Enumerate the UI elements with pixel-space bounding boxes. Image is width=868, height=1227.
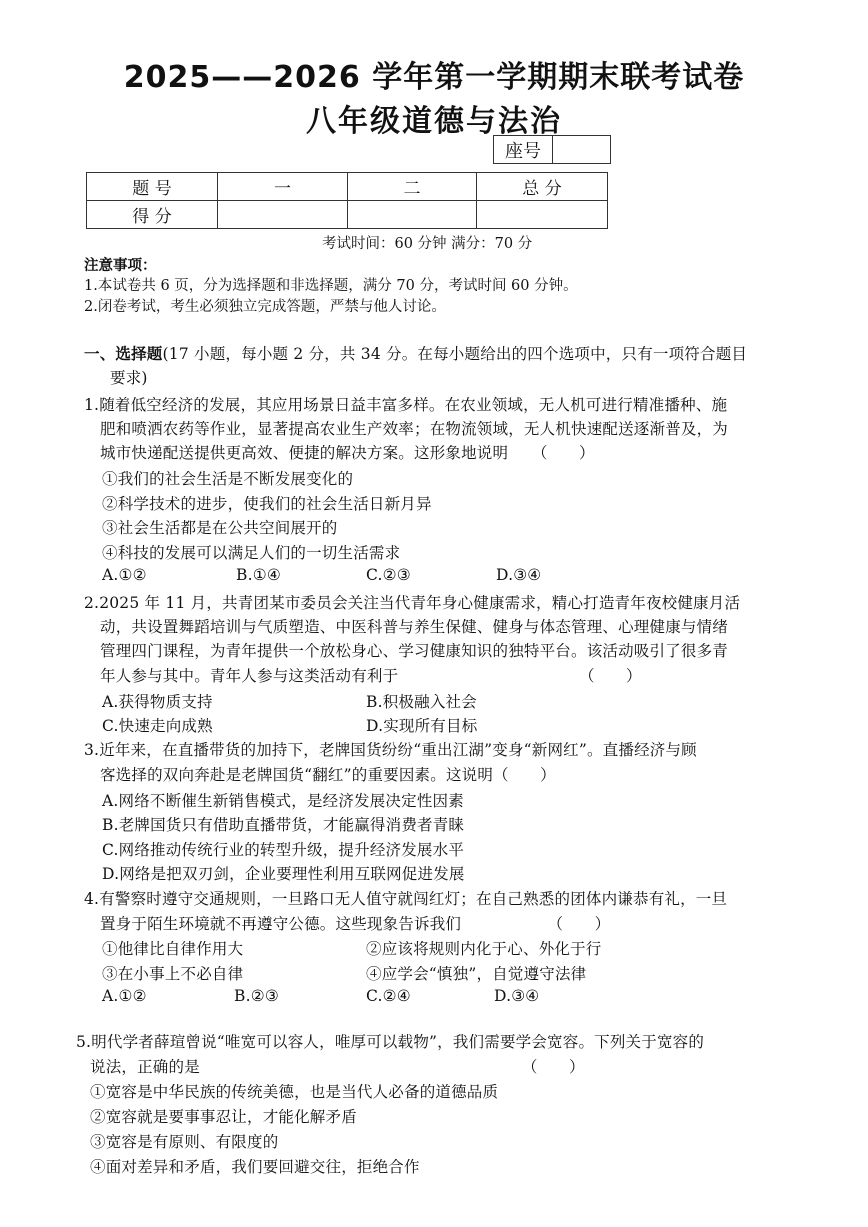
question-3-option-d[interactable]: D.网络是把双刃剑，企业要理性利用互联网促进发展 <box>102 865 465 883</box>
question-1-option-a[interactable]: A.①② <box>102 566 147 584</box>
question-2-line: 管理四门课程，为青年提供一个放松身心、学习健康知识的独特平台。该活动吸引了很多青 <box>100 642 729 660</box>
question-5-item: ③宽容是有原则、有限度的 <box>90 1133 279 1151</box>
question-4-option-b[interactable]: B.②③ <box>234 987 279 1005</box>
seat-number-box <box>493 135 611 164</box>
question-5-item: ①宽容是中华民族的传统美德，也是当代人必备的道德品质 <box>90 1083 499 1101</box>
score-row-label: 得 分 <box>87 201 218 229</box>
question-5-item: ④面对差异和矛盾，我们要回避交往，拒绝合作 <box>90 1158 420 1176</box>
question-3-line: 客选择的双向奔赴是老牌国货“翻红”的重要因素。这说明（ ） <box>100 766 556 784</box>
score-cell-total[interactable] <box>477 201 608 229</box>
question-1-option-c[interactable]: C.②③ <box>366 566 411 584</box>
question-2-option-c[interactable]: C.快速走向成熟 <box>102 717 213 735</box>
question-1-item: ②科学技术的进步，使我们的社会生活日新月异 <box>102 495 432 513</box>
notes-heading: 注意事项： <box>84 258 157 274</box>
section-heading-line <box>84 342 747 364</box>
section-desc-cont: 要求) <box>110 369 148 387</box>
score-cell-part2[interactable] <box>348 201 477 229</box>
question-3-line: 3.近年来，在直播带货的加持下，老牌国货纷纷“重出江湖”变身“新网红”。直播经济与顾 <box>84 741 697 759</box>
question-4-item: ③在小事上不必自律 <box>102 965 244 983</box>
question-1-line: 1.随着低空经济的发展，其应用场景日益丰富多样。在农业领域，无人机可进行精准播种、施 <box>84 396 728 414</box>
seat-label: 座号 <box>494 136 553 164</box>
question-4-item: ②应该将规则内化于心、外化于行 <box>366 940 602 958</box>
section-heading: 一、选择题 <box>84 345 163 363</box>
question-1-item: ③社会生活都是在公共空间展开的 <box>102 519 338 537</box>
score-header-total: 总 分 <box>477 173 608 201</box>
seat-number-field[interactable] <box>553 136 611 164</box>
score-header-part2: 二 <box>348 173 477 201</box>
question-4-option-c[interactable]: C.②④ <box>366 987 411 1005</box>
note-item: 2.闭卷考试，考生必须独立完成答题，严禁与他人讨论。 <box>84 299 446 315</box>
question-2-line: 年人参与其中。青年人参与这类活动有利于 （ ） <box>100 667 642 685</box>
question-3-option-c[interactable]: C.网络推动传统行业的转型升级，提升经济发展水平 <box>102 841 465 859</box>
question-4-option-a[interactable]: A.①② <box>102 987 147 1005</box>
question-2-line: 动，共设置舞蹈培训与气质塑造、中医科普与养生保健、健身与体态管理、心理健康与情绪 <box>100 618 729 636</box>
score-cell-part1[interactable] <box>218 201 348 229</box>
question-3-option-a[interactable]: A.网络不断催生新销售模式，是经济发展决定性因素 <box>102 792 464 810</box>
question-1-option-d[interactable]: D.③④ <box>496 566 542 584</box>
question-4-line: 置身于陌生环境就不再遵守公德。这些现象告诉我们 （ ） <box>100 915 611 933</box>
question-1-item: ④科技的发展可以满足人们的一切生活需求 <box>102 544 401 562</box>
question-5-item: ②宽容就是要事事忍让，才能化解矛盾 <box>90 1108 357 1126</box>
question-1-line: 肥和喷洒农药等作业，显著提高农业生产效率；在物流领域，无人机快速配送逐渐普及，为 <box>100 420 729 438</box>
exam-info: 考试时间：60 分钟 满分：70 分 <box>322 236 533 252</box>
question-2-option-b[interactable]: B.积极融入社会 <box>366 693 477 711</box>
score-header-part1: 一 <box>218 173 348 201</box>
question-5-line: 5.明代学者薛瑄曾说“唯宽可以容人，唯厚可以载物”，我们需要学会宽容。下列关于宽容的 <box>76 1033 705 1051</box>
question-1-option-b[interactable]: B.①④ <box>236 566 281 584</box>
question-4-option-d[interactable]: D.③④ <box>494 987 540 1005</box>
score-header-label: 题 号 <box>87 173 218 201</box>
question-2-option-a[interactable]: A.获得物质支持 <box>102 693 213 711</box>
subject-title: 八年级道德与法治 <box>306 104 562 139</box>
question-4-item: ①他律比自律作用大 <box>102 940 244 958</box>
question-1-line: 城市快递配送提供更高效、便捷的解决方案。这形象地说明 （ ） <box>100 444 595 462</box>
score-table <box>86 172 608 229</box>
section-desc: (17 小题，每小题 2 分，共 34 分。在每小题给出的四个选项中，只有一项符合题目 <box>162 345 748 363</box>
question-3-option-b[interactable]: B.老牌国货只有借助直播带货，才能赢得消费者青睐 <box>102 816 465 834</box>
question-5-line: 说法，正确的是 （ ） <box>90 1058 585 1076</box>
exam-title: 2025——2026 学年第一学期期末联考试卷 <box>123 60 745 95</box>
question-4-line: 4.有警察时遵守交通规则，一旦路口无人值守就闯红灯；在自己熟悉的团体内谦恭有礼，一旦 <box>84 890 728 908</box>
question-2-option-d[interactable]: D.实现所有目标 <box>366 717 478 735</box>
question-1-item: ①我们的社会生活是不断发展变化的 <box>102 470 354 488</box>
question-2-line: 2.2025 年 11 月，共青团某市委员会关注当代青年身心健康需求，精心打造青年夜校健康月活 <box>84 594 741 612</box>
note-item: 1.本试卷共 6 页，分为选择题和非选择题，满分 70 分，考试时间 60 分钟。 <box>84 278 578 294</box>
question-4-item: ④应学会“慎独”，自觉遵守法律 <box>366 965 587 983</box>
